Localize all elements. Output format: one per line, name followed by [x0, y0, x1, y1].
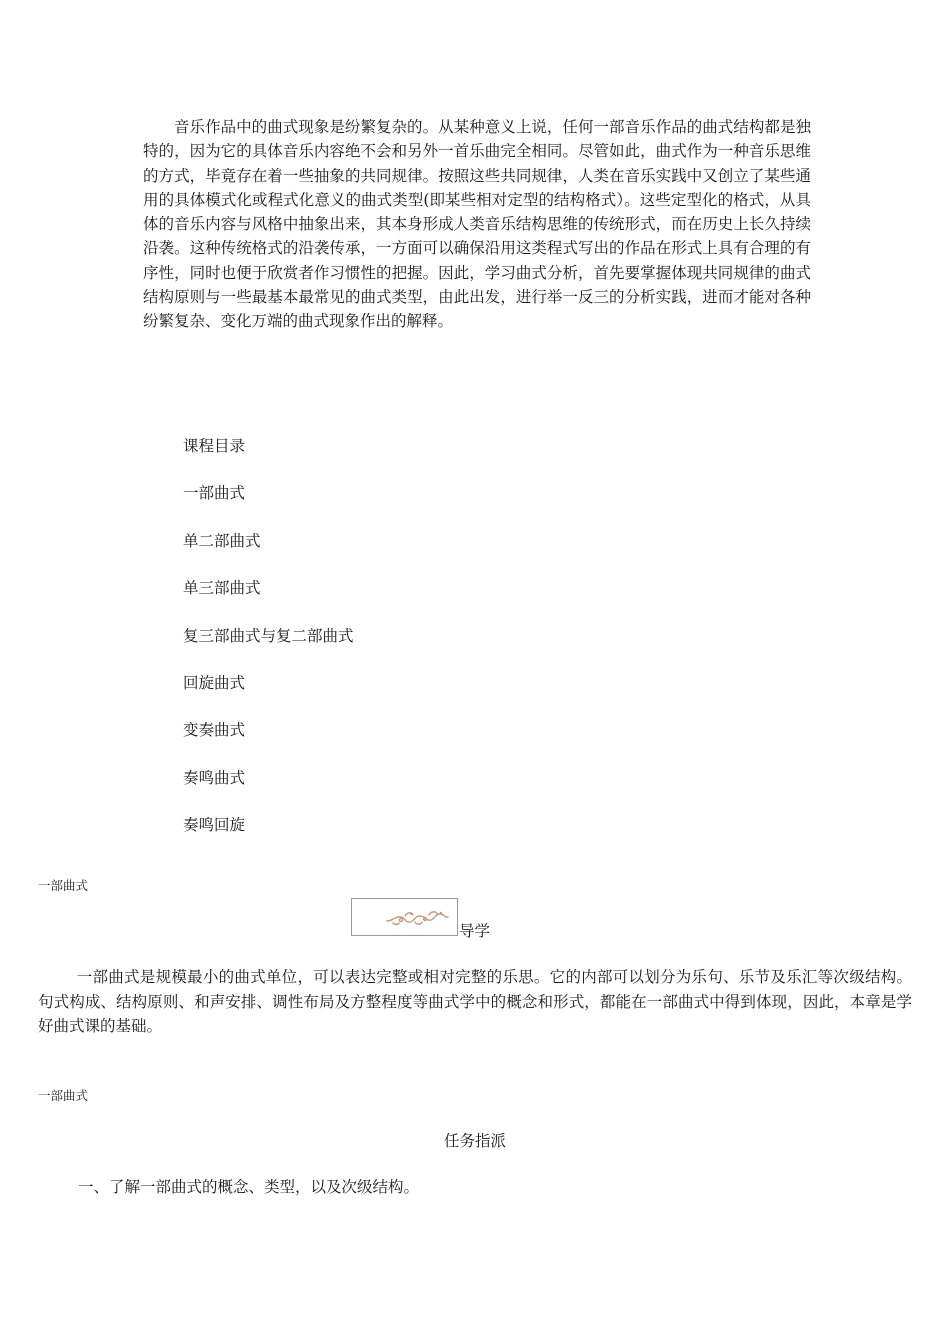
ornament-swirl-icon: [385, 908, 451, 928]
task-title: 任务指派: [443, 1132, 506, 1150]
toc-item: 回旋曲式: [183, 673, 246, 692]
chapter-body: 一部曲式是规模最小的曲式单位，可以表达完整或相对完整的乐思。它的内部可以划分为乐句、乐节及乐汇等次级结构。句式构成、结构原则、和声安排、调性布局及方整程度等曲式学中的概念和形式，都能在一部曲式中得到体现，因此，本章是学好曲式课的基础。: [38, 968, 912, 1035]
intro-paragraph: 音乐作品中的曲式现象是纷繁复杂的。从某种意义上说，任何一部音乐作品的曲式结构都是独特的，因为它的具体音乐内容绝不会和另外一首乐曲完全相同。尽管如此，曲式作为一种音乐思维的方式，毕竟存在着一些抽象的共同规律。按照这些共同规律，人类在音乐实践中又创立了某些通用的具体模式化或程式化意义的曲式类型(即某些相对定型的结构格式）。这些定型化的格式，从具体的音乐内容与风格中抽象出来，其本身形成人类音乐结构思维的传统形式，而在历史上长久持续沿袭。这种传统格式的沿袭传承，一方面可以确保沿用这类程式写出的作品在形式上具有合理的有序性，同时也便于欣赏者作习惯性的把握。因此，学习曲式分析，首先要掌握体现共同规律的曲式结构原则与一些最基本最常见的曲式类型，由此出发，进行举一反三的分析实践，进而才能对各种纷繁复杂、变化万端的曲式现象作出的解释。: [143, 118, 811, 331]
task-item: 一、了解一部曲式的概念、类型，以及次级结构。: [78, 1178, 420, 1196]
toc-item: 变奏曲式: [183, 721, 246, 740]
toc-item: 单二部曲式: [183, 531, 261, 550]
guide-image-box: [351, 898, 458, 936]
toc-item: 奏鸣曲式: [183, 768, 246, 787]
guide-title: 导学: [459, 922, 491, 940]
toc-item: 复三部曲式与复二部曲式: [183, 626, 354, 645]
toc-item: 一部曲式: [183, 484, 246, 503]
chapter-label: 一部曲式: [38, 878, 89, 893]
table-of-contents: [183, 434, 354, 861]
toc-item: 奏鸣回旋: [183, 816, 246, 835]
chapter-label-repeat: 一部曲式: [38, 1088, 89, 1103]
toc-heading: 课程目录: [183, 437, 246, 455]
toc-item: 单三部曲式: [183, 579, 261, 598]
